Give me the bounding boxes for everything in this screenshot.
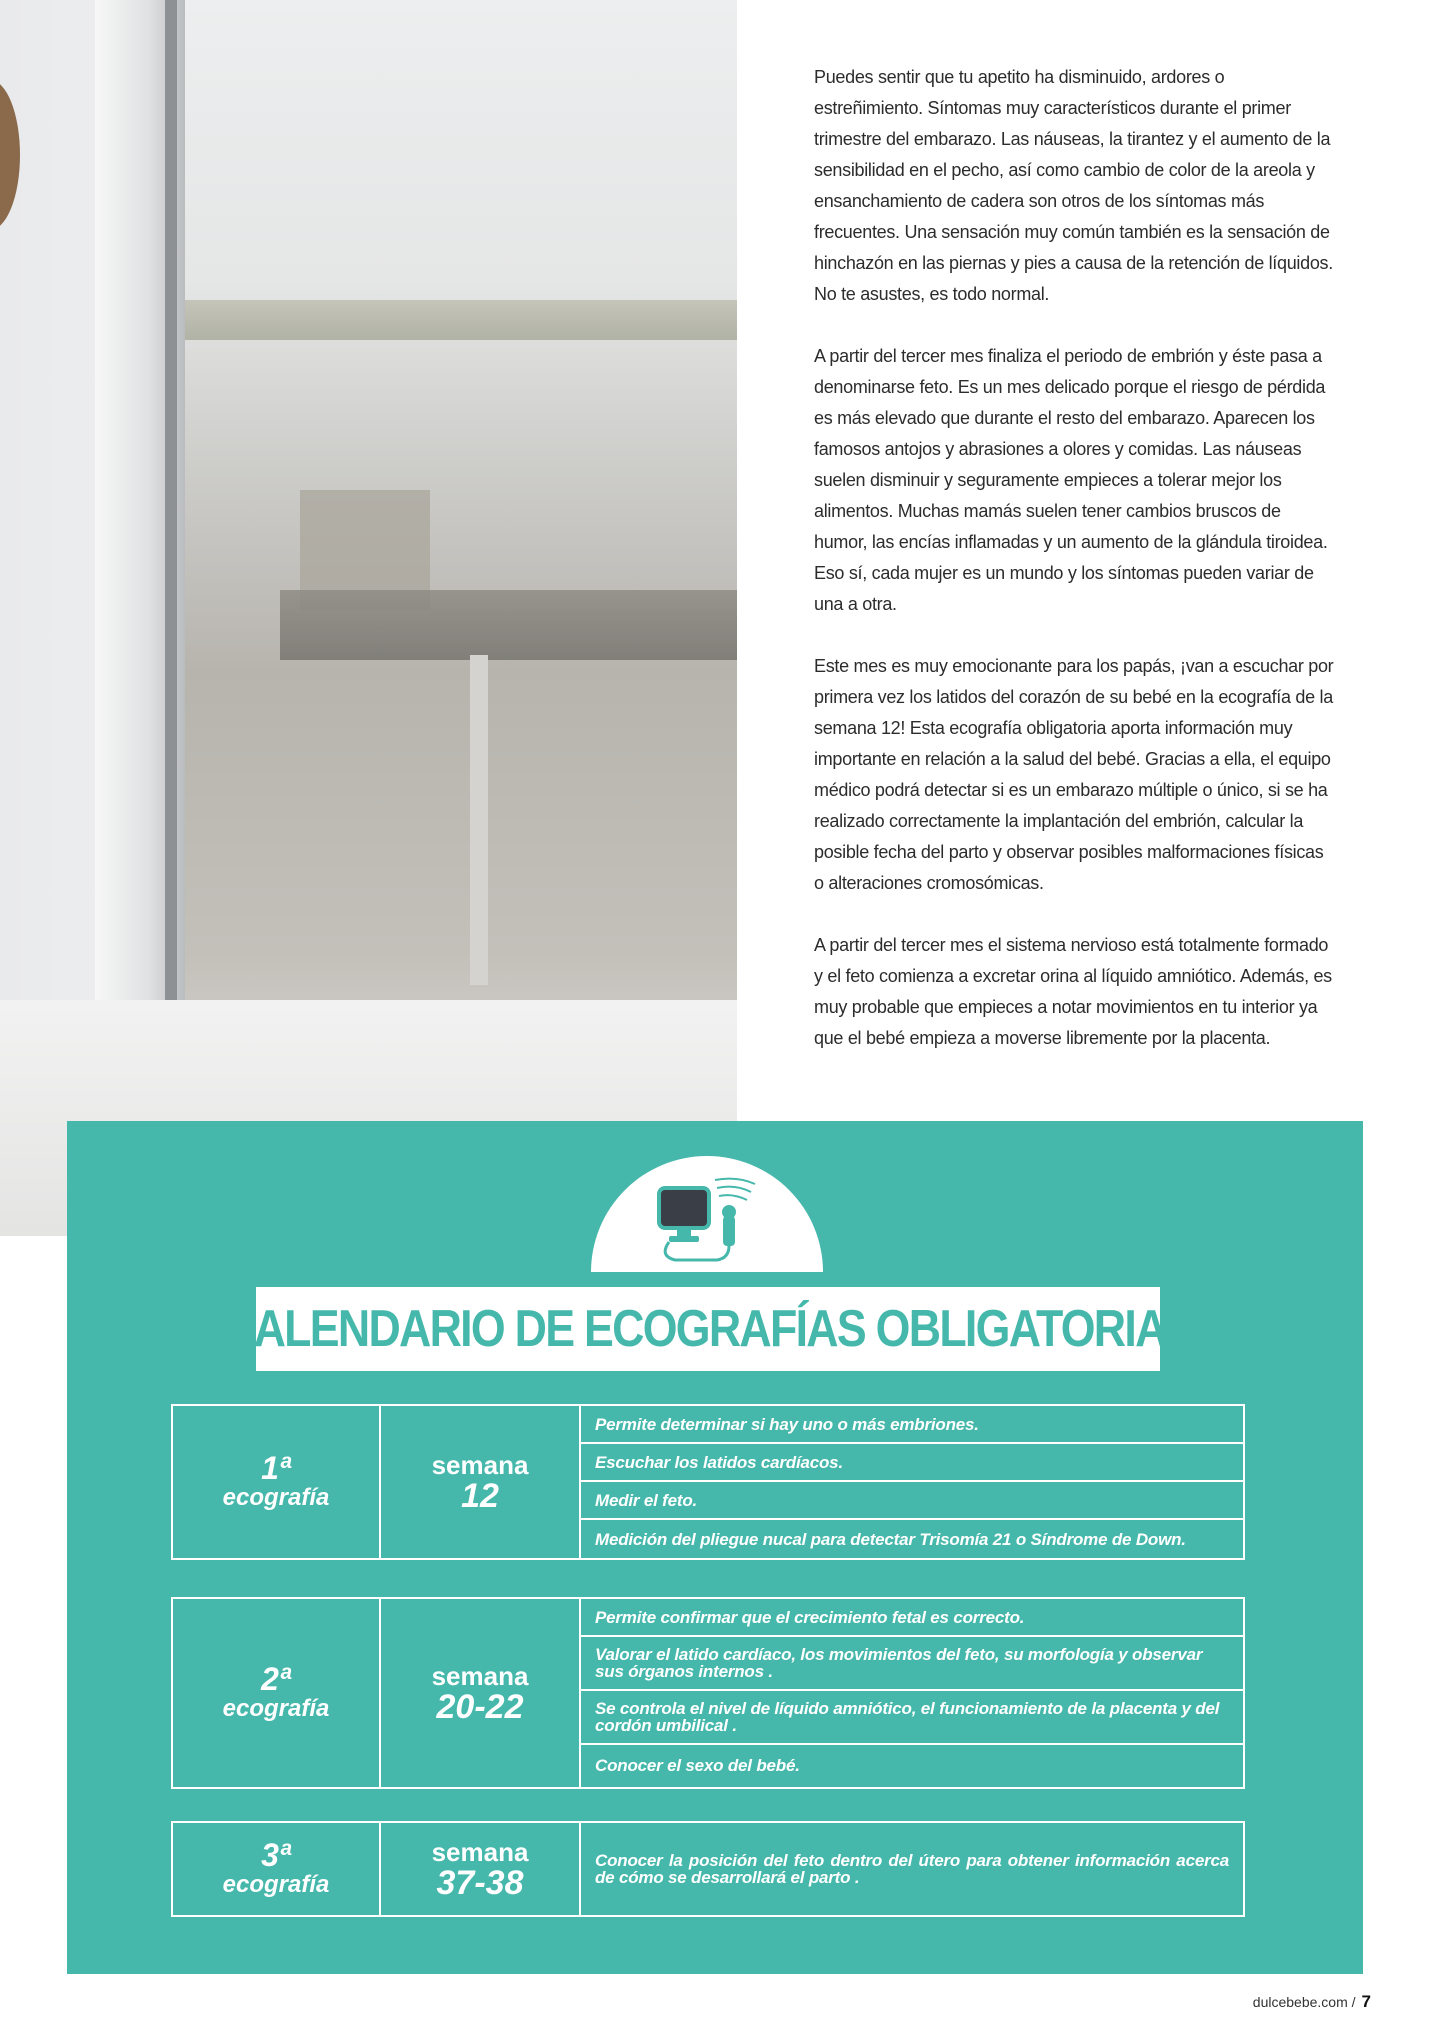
scan-week-cell: [381, 1406, 581, 1558]
calendar-title-box: [222, 1287, 1194, 1371]
hair-shape: [0, 80, 20, 230]
scan-ordinal: 1ª: [261, 1450, 291, 1486]
article-paragraph: A partir del tercer mes el sistema nervioso está totalmente formado y el feto comienza a excretar orina al líquido amniótico. Además, es muy probable que empieces a notar movimientos en tu interior ya que el bebé empieza a moverse libremente por la placenta.: [814, 935, 1332, 1048]
scan-item: Permite determinar si hay uno o más embriones.: [581, 1406, 1243, 1444]
week-number: 37-38: [436, 1864, 524, 1902]
horizon-band: [180, 300, 737, 340]
scan-label: ecografía: [222, 1484, 330, 1511]
week-label: semana: [431, 1661, 529, 1691]
week-number: 12: [461, 1477, 499, 1515]
scan-ordinal: 2ª: [261, 1661, 291, 1697]
scan-label: ecografía: [222, 1695, 330, 1722]
table-top-shape: [280, 590, 737, 660]
ultrasound-calendar-panel: [67, 1121, 1363, 1974]
scan-items: [581, 1406, 1243, 1558]
article-body: [814, 62, 1334, 1054]
scan-week-cell: [381, 1823, 581, 1915]
page-footer: [1253, 1992, 1371, 2012]
page-number: 7: [1361, 1992, 1371, 2011]
scan-item: Medir el feto.: [581, 1482, 1243, 1520]
hero-photo: [0, 0, 737, 1236]
icon-dome: [591, 1156, 823, 1272]
scan-items: [581, 1599, 1243, 1787]
week-label: semana: [431, 1837, 529, 1867]
site-name: dulcebebe.com /: [1252, 1994, 1356, 2010]
week-label: semana: [431, 1450, 529, 1480]
scan-ordinal: 3ª: [261, 1837, 291, 1873]
window-edge: [165, 0, 177, 1000]
scan-item: Permite confirmar que el crecimiento fetal es correcto.: [581, 1599, 1243, 1637]
scan-ordinal-cell: [173, 1599, 381, 1787]
scan-item: Conocer la posición del feto dentro del útero para obtener información acerca de cómo se desarrollará el parto .: [595, 1851, 1229, 1887]
scan-item: Medición del pliegue nucal para detectar Trisomía 21 o Síndrome de Down.: [595, 1529, 1186, 1549]
table-leg-shape: [470, 655, 488, 985]
scan-table-2: [171, 1597, 1245, 1789]
scan-item: Valorar el latido cardíaco, los movimientos del feto, su morfología y observar sus órganos internos .: [581, 1637, 1243, 1691]
article-paragraph: A partir del tercer mes finaliza el periodo de embrión y éste pasa a denominarse feto. Es un mes delicado porque el riesgo de pérdida es más elevado que durante el resto del embarazo. Aparecen los famosos antojos y abrasiones a olores y comidas. Las náuseas suelen disminuir y seguramente empieces a tolerar mejor los alimentos. Muchas mamás suelen tener cambios bruscos de humor, las encías inflamadas y un aumento de la glándula tiroidea. Eso sí, cada mujer es un mundo y los síntomas pueden variar de una a otra.: [814, 346, 1328, 614]
scan-item: Escuchar los latidos cardíacos.: [581, 1444, 1243, 1482]
scan-ordinal-cell: [173, 1823, 381, 1915]
scan-table-3: [171, 1821, 1245, 1917]
scan-table-1: [171, 1404, 1245, 1560]
scan-item: Se controla el nivel de líquido amniótico, el funcionamiento de la placenta y del cordón umbilical .: [581, 1691, 1243, 1745]
scan-item: Conocer el sexo del bebé.: [595, 1755, 800, 1775]
window-view: [180, 0, 737, 1120]
scan-items: [581, 1823, 1243, 1915]
calendar-title: CALENDARIO DE ECOGRAFÍAS OBLIGATORIAS: [222, 1300, 1194, 1358]
scan-ordinal-cell: [173, 1406, 381, 1558]
article-paragraph: Este mes es muy emocionante para los papás, ¡van a escuchar por primera vez los latidos del corazón de su bebé en la ecografía de la semana 12! Esta ecografía obligatoria aporta información muy importante en relación a la salud del bebé. Gracias a ella, el equipo médico podrá detectar si es un embarazo múltiple o único, si se ha realizado correctamente la implantación del embrión, calcular la posible fecha del parto y observar posibles malformaciones físicas o alteraciones cromosómicas.: [814, 656, 1334, 893]
scan-week-cell: [381, 1599, 581, 1787]
week-number: 20-22: [436, 1688, 524, 1726]
scan-label: ecografía: [222, 1871, 330, 1898]
article-paragraph: Puedes sentir que tu apetito ha disminuido, ardores o estreñimiento. Síntomas muy característicos durante el primer trimestre del embarazo. Las náuseas, la tirantez y el aumento de la sensibilidad en el pecho, así como cambio de color de la areola y ensanchamiento de cadera son otros de los síntomas más frecuentes. Una sensación muy común también es la sensación de hinchazón en las piernas y pies a causa de la retención de líquidos. No te asustes, es todo normal.: [814, 67, 1333, 304]
